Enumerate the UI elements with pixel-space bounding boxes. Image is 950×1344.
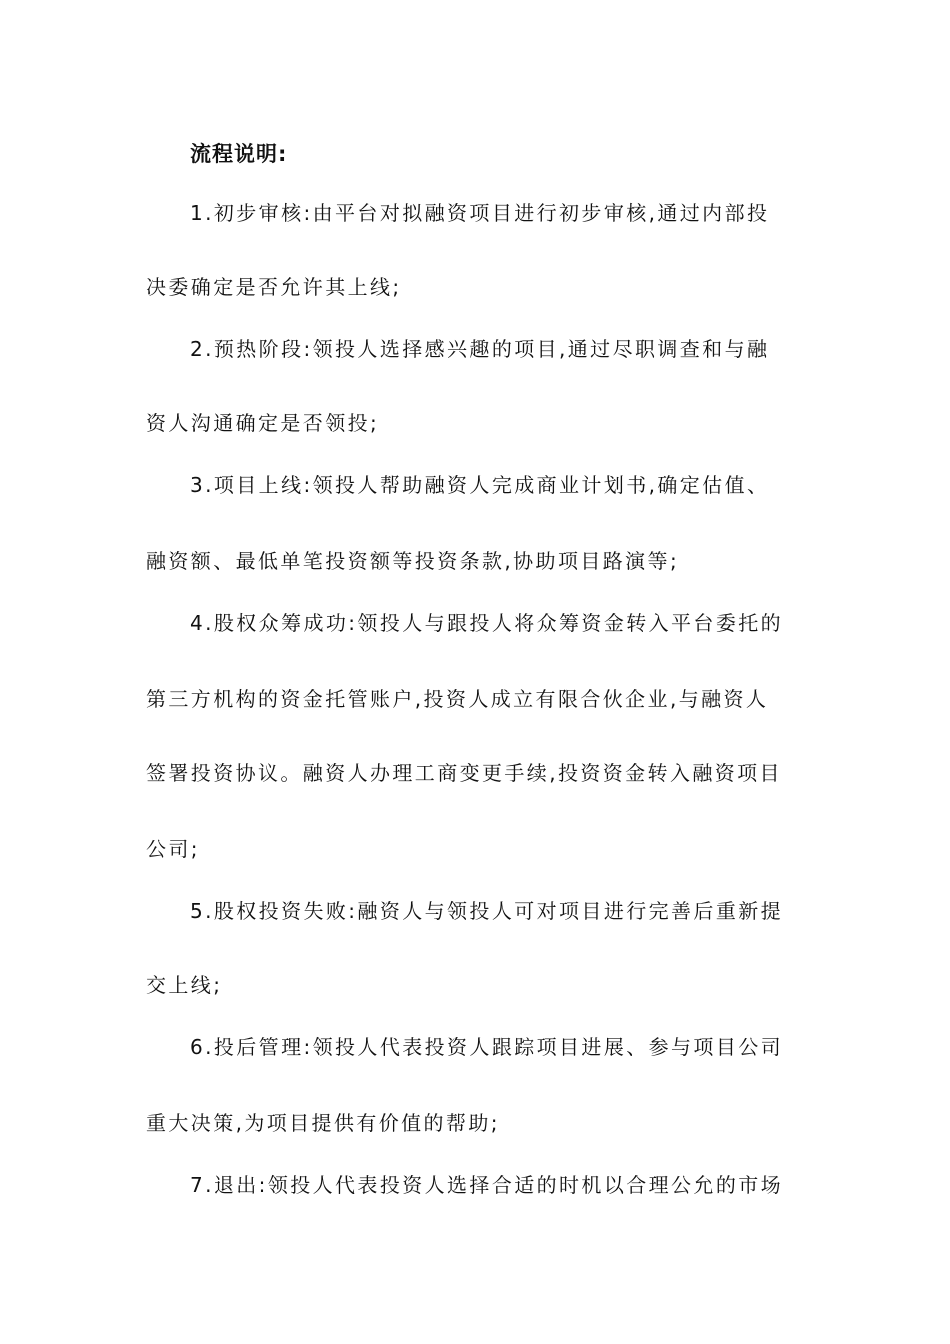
paragraph-line: 重大决策,为项目提供有价值的帮助; [146,1111,500,1135]
paragraph-line: 决委确定是否允许其上线; [146,275,402,299]
paragraph-line: 3.项目上线:领投人帮助融资人完成商业计划书,确定估值、 [190,473,770,497]
section-heading: 流程说明: [190,142,288,166]
paragraph-line: 2.预热阶段:领投人选择感兴趣的项目,通过尽职调查和与融 [190,337,770,361]
paragraph-line: 4.股权众筹成功:领投人与跟投人将众筹资金转入平台委托的 [190,611,784,635]
paragraph-line: 融资额、最低单笔投资额等投资条款,协助项目路演等; [146,549,680,573]
paragraph-line: 公司; [146,837,200,861]
paragraph-line: 5.股权投资失败:融资人与领投人可对项目进行完善后重新提 [190,899,784,923]
paragraph-line: 资人沟通确定是否领投; [146,411,380,435]
paragraph-line: 6.投后管理:领投人代表投资人跟踪项目进展、参与项目公司 [190,1035,784,1059]
paragraph-line: 交上线; [146,973,223,997]
paragraph-line: 7.退出:领投人代表投资人选择合适的时机以合理公允的市场 [190,1173,784,1197]
paragraph-line: 签署投资协议。融资人办理工商变更手续,投资资金转入融资项目 [146,761,782,785]
paragraph-line: 第三方机构的资金托管账户,投资人成立有限合伙企业,与融资人 [146,687,769,711]
paragraph-line: 1.初步审核:由平台对拟融资项目进行初步审核,通过内部投 [190,201,770,225]
